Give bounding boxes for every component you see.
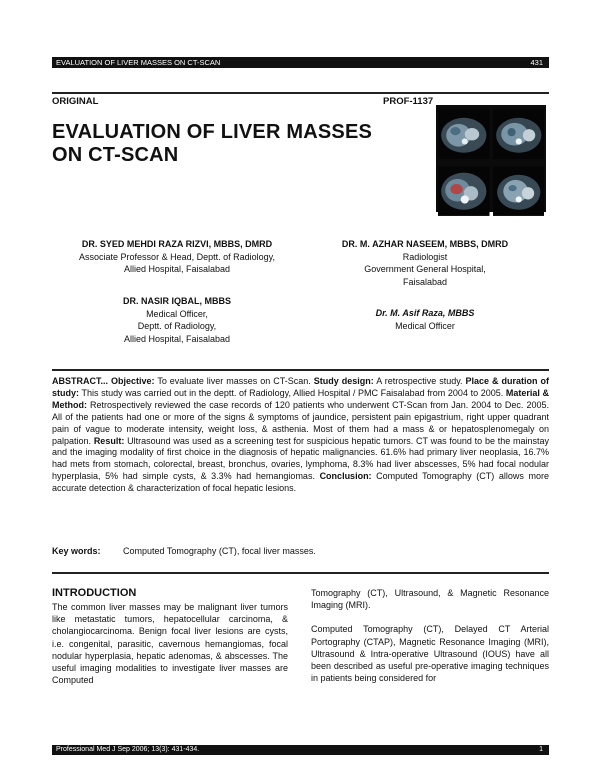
title-line-2: ON CT-SCAN xyxy=(52,144,179,166)
abstract-rule xyxy=(52,369,549,371)
author-block-3 xyxy=(52,295,302,345)
header-rule xyxy=(52,92,549,94)
author-affiliation: Medical Officer, xyxy=(146,308,208,319)
article-title xyxy=(52,121,372,167)
intro-paragraph: Tomography (CT), Ultrasound, & Magnetic Resonance Imaging (MRI). xyxy=(311,588,549,611)
footer-page-number: 1 xyxy=(539,746,543,753)
keywords-label: Key words: xyxy=(52,546,101,556)
objective-text: To evaluate liver masses on CT-Scan. xyxy=(157,376,311,386)
author-affiliation: Deptt. of Radiology, xyxy=(137,321,217,331)
result-text: Ultrasound was used as a screening test for suspicious hepatic tumors. CT was found to be the mainstay and the imaging modality of first choice in the diagnosis of hepatic malignancies. 61.6% had primary liver neoplasia, 16.7% had mets from stomach, colorectal, breast, bronchus, ovaries, lymphoma, 8.3% had liver abscesses, 5% had focal nodular hyperplasia, 5% had simple cysts, & 3.3% had hemangiomas. xyxy=(52,435,549,482)
ct-scan-image xyxy=(436,105,546,212)
page-footer xyxy=(52,745,549,755)
method-text: Retrospectively reviewed the case records of 120 patients who underwent CT-Scan from Jan. 2004 to Dec. 2005. All of the patients had one or more of the signs & symptoms of jaundice, persistent pain epigastrium, right upper quadrant pain of vague to moderate intensity, weight loss, & asthenia. Most of them had a mass & or hepatosplenomegaly on palpation. xyxy=(52,399,549,446)
keywords-value: Computed Tomography (CT), focal liver masses. xyxy=(123,546,316,556)
author-affiliation: Medical Officer xyxy=(395,320,455,331)
ct-slice-1 xyxy=(438,107,490,161)
ct-slice-2 xyxy=(493,107,545,161)
intro-paragraph: The common liver masses may be malignant liver tumors like metastatic tumors, hepatocellular carcinoma, & cholangiocarcinoma. Benign focal liver lesions are cysts, i.e. congenital, parasitic, cavernous hemangiomas, focal nodular hyperplasia, hepatic adenomas, & abscesses. The useful imaging modalities to investigate liver masses are Computed xyxy=(52,602,288,686)
author-affiliation: Allied Hospital, Faisalabad xyxy=(123,264,231,274)
place-label: Place & duration of study: xyxy=(52,376,549,398)
author-name: DR. M. AZHAR NASEEM, MBBS, DMRD xyxy=(341,239,509,249)
title-line-1: EVALUATION OF LIVER MASSES xyxy=(52,121,373,143)
footer-citation: Professional Med J Sep 2006; 13(3): 431-434. xyxy=(56,746,200,753)
ct-slice-3 xyxy=(438,164,490,218)
intro-paragraph: Computed Tomography (CT), Delayed CT Arterial Portography (CTAP), Magnetic Resonance Imaging (MRI), Ultrasound & Intra-operative Ultrasound (IOUS) have all been described as useful pre-operative imaging techniques in patients being considered for xyxy=(311,624,549,684)
author-affiliation: Radiologist xyxy=(402,251,448,262)
author-block-1 xyxy=(52,238,302,276)
author-name: DR. NASIR IQBAL, MBBS xyxy=(123,296,231,306)
author-name: Dr. M. Asif Raza, MBBS xyxy=(375,308,475,318)
result-label: Result: xyxy=(93,435,125,446)
running-header xyxy=(52,57,549,68)
author-name: DR. SYED MEHDI RAZA RIZVI, MBBS, DMRD xyxy=(81,239,273,249)
author-affiliation: Allied Hospital, Faisalabad xyxy=(123,333,231,344)
running-header-page: 431 xyxy=(530,58,543,67)
abstract-label: ABSTRACT... xyxy=(52,376,108,386)
intro-column-right xyxy=(311,587,549,684)
conclusion-label: Conclusion: xyxy=(319,471,372,482)
author-affiliation: Faisalabad xyxy=(402,276,448,287)
section-heading: INTRODUCTION xyxy=(52,587,137,599)
article-code: PROF-1137 xyxy=(383,96,434,107)
intro-column-left xyxy=(52,586,288,686)
author-affiliation: Government General Hospital, xyxy=(364,264,486,274)
conclusion-text: Computed Tomography (CT) allows more accurate detection & characterization of focal hepatic lesions. xyxy=(52,471,549,494)
author-block-4 xyxy=(300,307,550,332)
objective-label: Objective: xyxy=(110,376,155,386)
author-affiliation: Associate Professor & Head, Deptt. of Radiology, xyxy=(79,251,275,262)
article-type: ORIGINAL xyxy=(52,96,99,107)
running-header-title: EVALUATION OF LIVER MASSES ON CT-SCAN xyxy=(56,58,221,67)
design-label: Study design: xyxy=(313,376,374,386)
author-block-2 xyxy=(300,238,550,288)
ct-slice-4 xyxy=(493,164,545,218)
method-label: Material & Method: xyxy=(52,387,549,410)
design-text: A retrospective study. xyxy=(376,376,463,386)
keywords xyxy=(52,546,316,556)
abstract xyxy=(52,376,549,495)
place-text: This study was carried out in the deptt. of Radiology, Allied Hospital / PMC Faisalabad from 2004 to 2005. xyxy=(81,387,504,398)
intro-rule xyxy=(52,572,549,574)
